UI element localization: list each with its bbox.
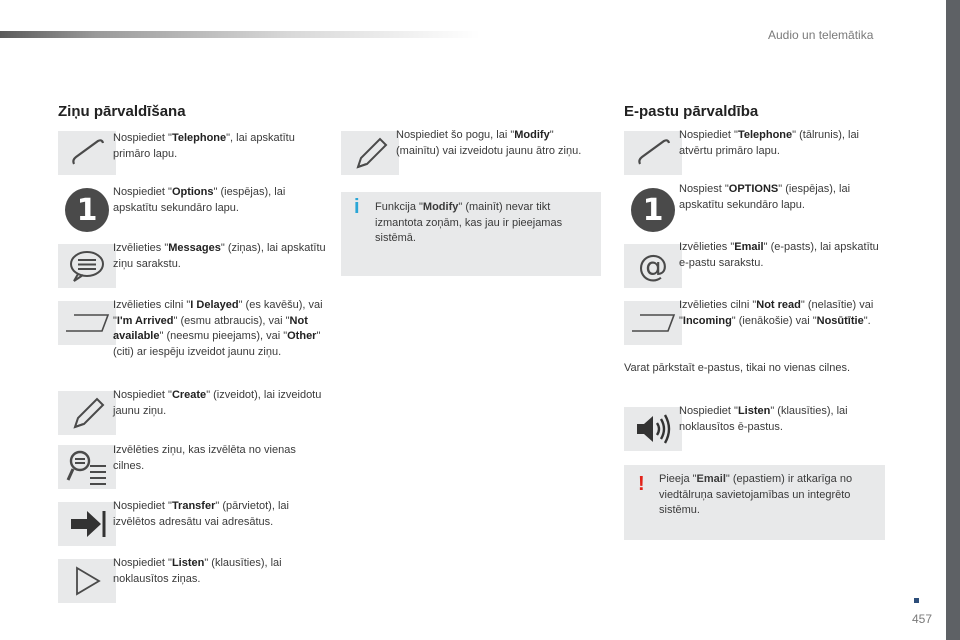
bold-term: Listen	[737, 405, 771, 417]
middle-item: Nospiediet šo pogu, lai "Modify" (mainītu) vai izveidotu jaunu ātro ziņu.	[396, 129, 582, 157]
at-sign-icon: @	[624, 244, 682, 288]
right-item-0: Nospiediet "Telephone" (tālrunis), lai atvērtu primāro lapu.	[679, 129, 860, 157]
info-note-text: Funkcija "Modify" (mainīt) nevar tikt izmantota zoņām, kas jau ir pieejamas sistēmā.	[375, 201, 563, 244]
bold-term: Not read	[756, 299, 801, 311]
header-gradient-bar	[0, 31, 480, 38]
warning-icon: !	[638, 473, 645, 495]
bold-term: Email	[696, 473, 726, 485]
right-plain-text: Varat pārkstaīt e-pastus, tikai no vienas cilnes.	[624, 362, 851, 374]
warning-note	[624, 465, 885, 540]
bold-term: Incoming	[682, 314, 732, 327]
pencil-icon	[341, 131, 399, 175]
info-note	[341, 192, 601, 276]
left-item-3: Izvēlieties cilni "I Delayed" (es kavēšu), vai "I'm Arrived" (esmu atbraucis), vai "Not available" (neesmu pieejams), vai "Other" (citi) ar iespēju izveidot jaunu ziņu.	[113, 299, 323, 358]
speaker-icon	[624, 407, 682, 451]
messages-icon	[58, 244, 116, 288]
bold-term: Modify	[422, 201, 459, 213]
number-one-icon: 1	[624, 188, 682, 232]
bold-term: Email	[734, 241, 764, 253]
bold-term: Other	[287, 330, 317, 342]
select-message-icon	[58, 445, 116, 489]
left-item-2: Izvēlieties "Messages" (ziņas), lai apskatītu ziņu sarakstu.	[113, 242, 326, 270]
left-item-0: Nospiediet "Telephone", lai apskatītu primāro lapu.	[113, 132, 295, 160]
left-item-4: Nospiediet "Create" (izveidot), lai izveidotu jaunu ziņu.	[113, 389, 322, 417]
page-marker	[914, 598, 919, 603]
left-item-7: Nospiediet "Listen" (klausīties), lai noklausītos ziņas.	[113, 557, 282, 585]
bold-term: Options	[171, 186, 214, 198]
bold-term: Create	[171, 389, 207, 401]
bold-term: Nosūtītie	[816, 314, 864, 327]
left-item-1: Nospiediet "Options" (iespējas), lai apskatītu sekundāro lapu.	[113, 186, 286, 214]
play-icon	[58, 559, 116, 603]
info-icon: i	[354, 196, 360, 218]
section-title: Audio un telemātika	[768, 28, 874, 42]
phone-handset-icon	[624, 131, 682, 175]
bold-term: Listen	[171, 557, 205, 569]
bold-term: I Delayed	[190, 299, 239, 311]
bold-term: Not available	[113, 314, 308, 342]
phone-handset-icon	[58, 131, 116, 175]
pencil-icon	[58, 391, 116, 435]
number-one-icon: 1	[58, 188, 116, 232]
bold-term: Modify	[514, 129, 550, 141]
transfer-icon	[58, 502, 116, 546]
warning-note-text: Pieeja "Email" (epastiem) ir atkarīga no viedtālruņa savietojamības un integrēto sistēmu.	[659, 473, 853, 516]
page-number: 457	[912, 612, 933, 626]
right-item-2: Izvēlieties "Email" (e-pasts), lai apskatītu e-pastu sarakstu.	[679, 241, 879, 269]
tab-icon	[58, 301, 116, 345]
bold-term: Telephone	[737, 129, 793, 141]
left-item-6: Nospiediet "Transfer" (pārvietot), lai izvēlētos adresātu vai adresātus.	[113, 500, 289, 528]
left-section-title: Ziņu pārvaldīšana	[58, 103, 186, 120]
bold-term: Transfer	[171, 500, 216, 512]
edge-strip	[946, 0, 960, 640]
tab-icon	[624, 301, 682, 345]
bold-term: Telephone	[171, 132, 227, 144]
right-listen-item: Nospiediet "Listen" (klausīties), lai noklausītos ē-pastus.	[679, 405, 848, 433]
bold-term: Messages	[168, 242, 221, 254]
right-section-title: E-pastu pārvaldība	[624, 103, 759, 120]
bold-term: OPTIONS	[728, 183, 779, 195]
bold-term: I'm Arrived	[116, 314, 174, 327]
right-item-3: Izvēlieties cilni "Not read" (nelasītie) vai "Incoming" (ienākošie) vai "Nosūtītie".	[679, 299, 874, 327]
right-item-1: Nospiest "OPTIONS" (iespējas), lai apskatītu sekundāro lapu.	[679, 183, 851, 211]
left-item-5: Izvēlēties ziņu, kas izvēlēta no vienas cilnes.	[113, 444, 296, 472]
